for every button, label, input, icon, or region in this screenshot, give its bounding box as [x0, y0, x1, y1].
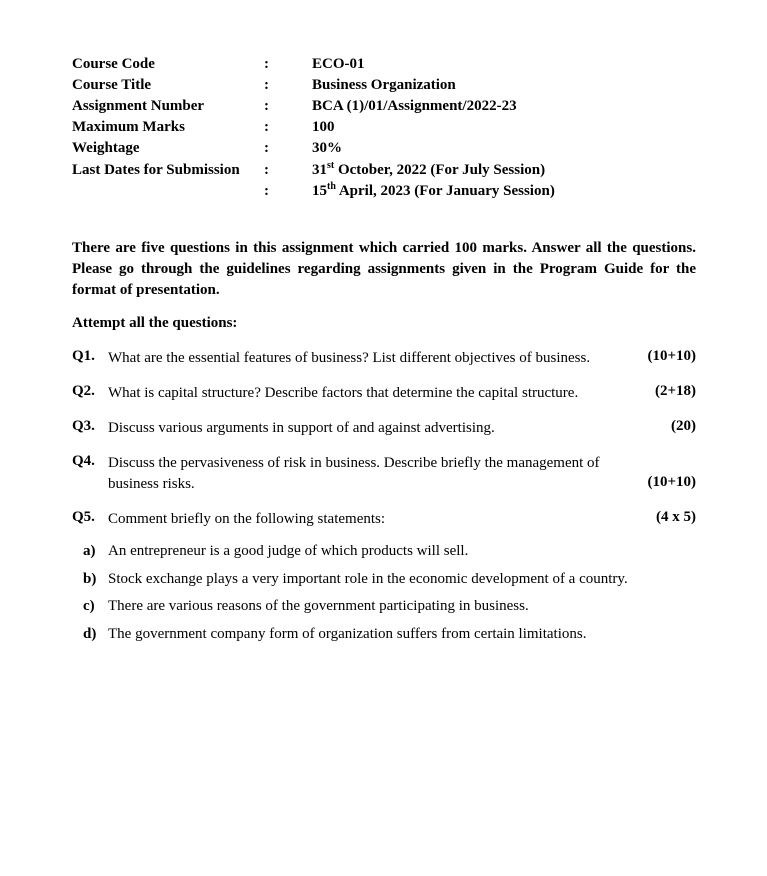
attempt-heading: Attempt all the questions: [72, 315, 238, 331]
colon: : [264, 140, 269, 156]
question-number: Q3. [72, 418, 95, 434]
statement-label: c) [83, 598, 95, 614]
course-code-row [72, 56, 712, 76]
statement-text: Stock exchange plays a very important role in the economic development of a country. [108, 571, 628, 587]
submission-date-row-2 [72, 183, 712, 203]
assignment-number-value: BCA (1)/01/Assignment/2022-23 [312, 98, 517, 114]
statement-text: There are various reasons of the government participating in business. [108, 598, 529, 614]
assignment-number-label: Assignment Number [72, 98, 205, 114]
weightage-row [72, 140, 712, 160]
maximum-marks-label: Maximum Marks [72, 119, 185, 135]
question-marks: (2+18) [654, 383, 696, 399]
instructions-paragraph: There are five questions in this assignment which carried 100 marks. Answer all the questions. Please go through the guidelines regarding assignments given in the Program Guide for the format of presentation. [72, 240, 696, 298]
colon: : [264, 162, 269, 178]
question-text: Comment briefly on the following statements: [108, 511, 386, 527]
colon: : [264, 98, 269, 114]
course-title-row [72, 77, 712, 97]
statement-text: An entrepreneur is a good judge of which products will sell. [108, 543, 469, 559]
weightage-value: 30% [312, 140, 342, 156]
statement-label: d) [83, 626, 97, 642]
course-code-value: ECO-01 [312, 56, 365, 72]
course-title-label: Course Title [72, 77, 152, 93]
question-number: Q1. [72, 348, 95, 364]
question-number: Q5. [72, 509, 95, 525]
colon: : [264, 56, 269, 72]
course-title-value: Business Organization [312, 77, 456, 93]
colon: : [264, 183, 269, 199]
course-code-label: Course Code [72, 56, 155, 72]
statement-label: b) [83, 571, 97, 587]
question-marks: (10+10) [647, 474, 696, 490]
question-marks: (4 x 5) [656, 509, 696, 525]
assignment-number-row [72, 98, 712, 118]
weightage-label: Weightage [72, 140, 140, 156]
july-session-date: 31st October, 2022 (For July Session) [312, 160, 546, 178]
question-marks: (20) [671, 418, 696, 434]
question-text: Discuss the pervasiveness of risk in business. Describe briefly the management of business risks. [108, 455, 600, 492]
question-text: What are the essential features of business? List different objectives of business. [108, 350, 591, 366]
statement-label: a) [83, 543, 96, 559]
question-text: Discuss various arguments in support of and against advertising. [108, 420, 495, 436]
question-marks: (10+10) [647, 348, 696, 364]
january-session-date: 15th April, 2023 (For January Session) [312, 181, 555, 199]
colon: : [264, 119, 269, 135]
colon: : [264, 77, 269, 93]
question-number: Q2. [72, 383, 95, 399]
statement-text: The government company form of organization suffers from certain limitations. [108, 626, 587, 642]
question-text: What is capital structure? Describe factors that determine the capital structure. [108, 385, 579, 401]
submission-date-label: Last Dates for Submission [72, 162, 240, 178]
maximum-marks-row [72, 119, 712, 139]
submission-date-row [72, 162, 712, 182]
question-number: Q4. [72, 453, 95, 469]
maximum-marks-value: 100 [312, 119, 335, 135]
